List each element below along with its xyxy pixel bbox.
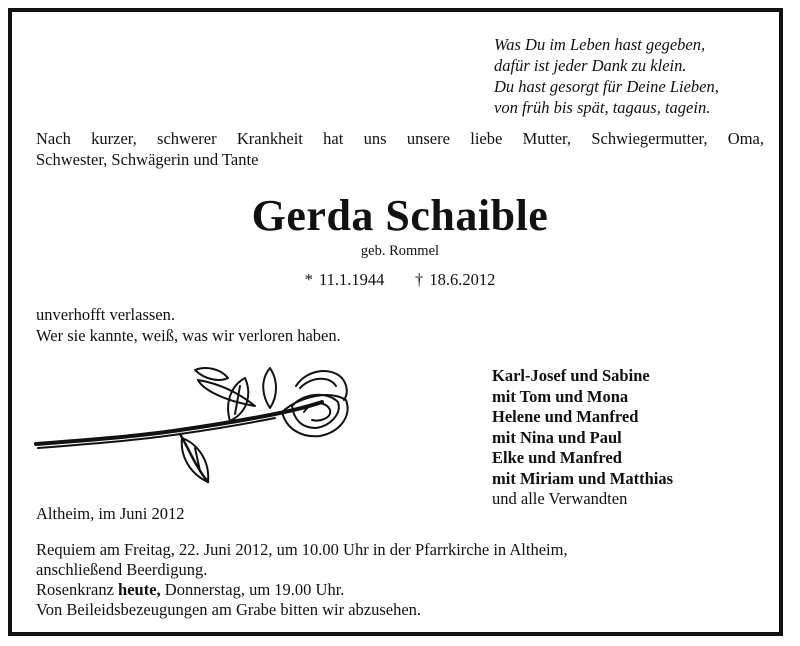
family-line: mit Miriam und Matthias — [492, 468, 674, 488]
life-dates — [0, 270, 800, 290]
poem-line: Du hast gesorgt für Deine Lieben, — [494, 77, 719, 96]
family-line: mit Nina und Paul — [492, 427, 622, 447]
requiem-line: anschließend Beerdigung. — [36, 560, 208, 579]
rosary-today: heute, — [118, 580, 161, 599]
rose-drawing — [30, 356, 360, 496]
maiden-name: geb. Rommel — [360, 243, 440, 259]
intro-line: Nach kurzer, schwerer Krankheit hat uns unsere liebe Mutter, Schwiegermutter, Oma, — [36, 129, 764, 148]
after-name-text — [36, 304, 341, 346]
family-line: Helene und Manfred — [492, 407, 639, 426]
family-line: mit Tom und Mona — [492, 386, 629, 406]
place-date: Altheim, im Juni 2012 — [36, 504, 185, 523]
rosary-line — [36, 580, 568, 600]
death-date: † 18.6.2012 — [415, 270, 496, 289]
intro-line: Schwester, Schwägerin und Tante — [36, 150, 259, 169]
requiem-line: Von Beileidsbezeugungen am Grabe bitten wir abzusehen. — [36, 600, 422, 619]
rosary-suffix: Donnerstag, um 19.00 Uhr. — [160, 580, 345, 599]
family-line: und alle Verwandten — [492, 489, 628, 508]
poem-line: Was Du im Leben hast gegeben, — [494, 35, 706, 54]
intro-text — [36, 128, 764, 170]
poem — [494, 34, 719, 118]
text-line: unverhofft verlassen. — [36, 305, 175, 324]
requiem-line: Requiem am Freitag, 22. Juni 2012, um 10.00 Uhr in der Pfarrkirche in Altheim, — [36, 540, 568, 559]
poem-line: von früh bis spät, tagaus, tagein. — [494, 98, 711, 117]
birth-date: * 11.1.1944 — [304, 270, 385, 289]
text-line: Wer sie kannte, weiß, was wir verloren haben. — [36, 326, 341, 345]
family-line: Karl-Josef und Sabine — [492, 366, 650, 385]
family-line: Elke und Manfred — [492, 448, 622, 467]
rosary-prefix: Rosenkranz — [36, 580, 119, 599]
requiem-info — [36, 540, 568, 620]
family-list — [492, 366, 673, 510]
deceased-name: Gerda Schaible — [251, 191, 549, 240]
poem-line: dafür ist jeder Dank zu klein. — [494, 56, 687, 75]
